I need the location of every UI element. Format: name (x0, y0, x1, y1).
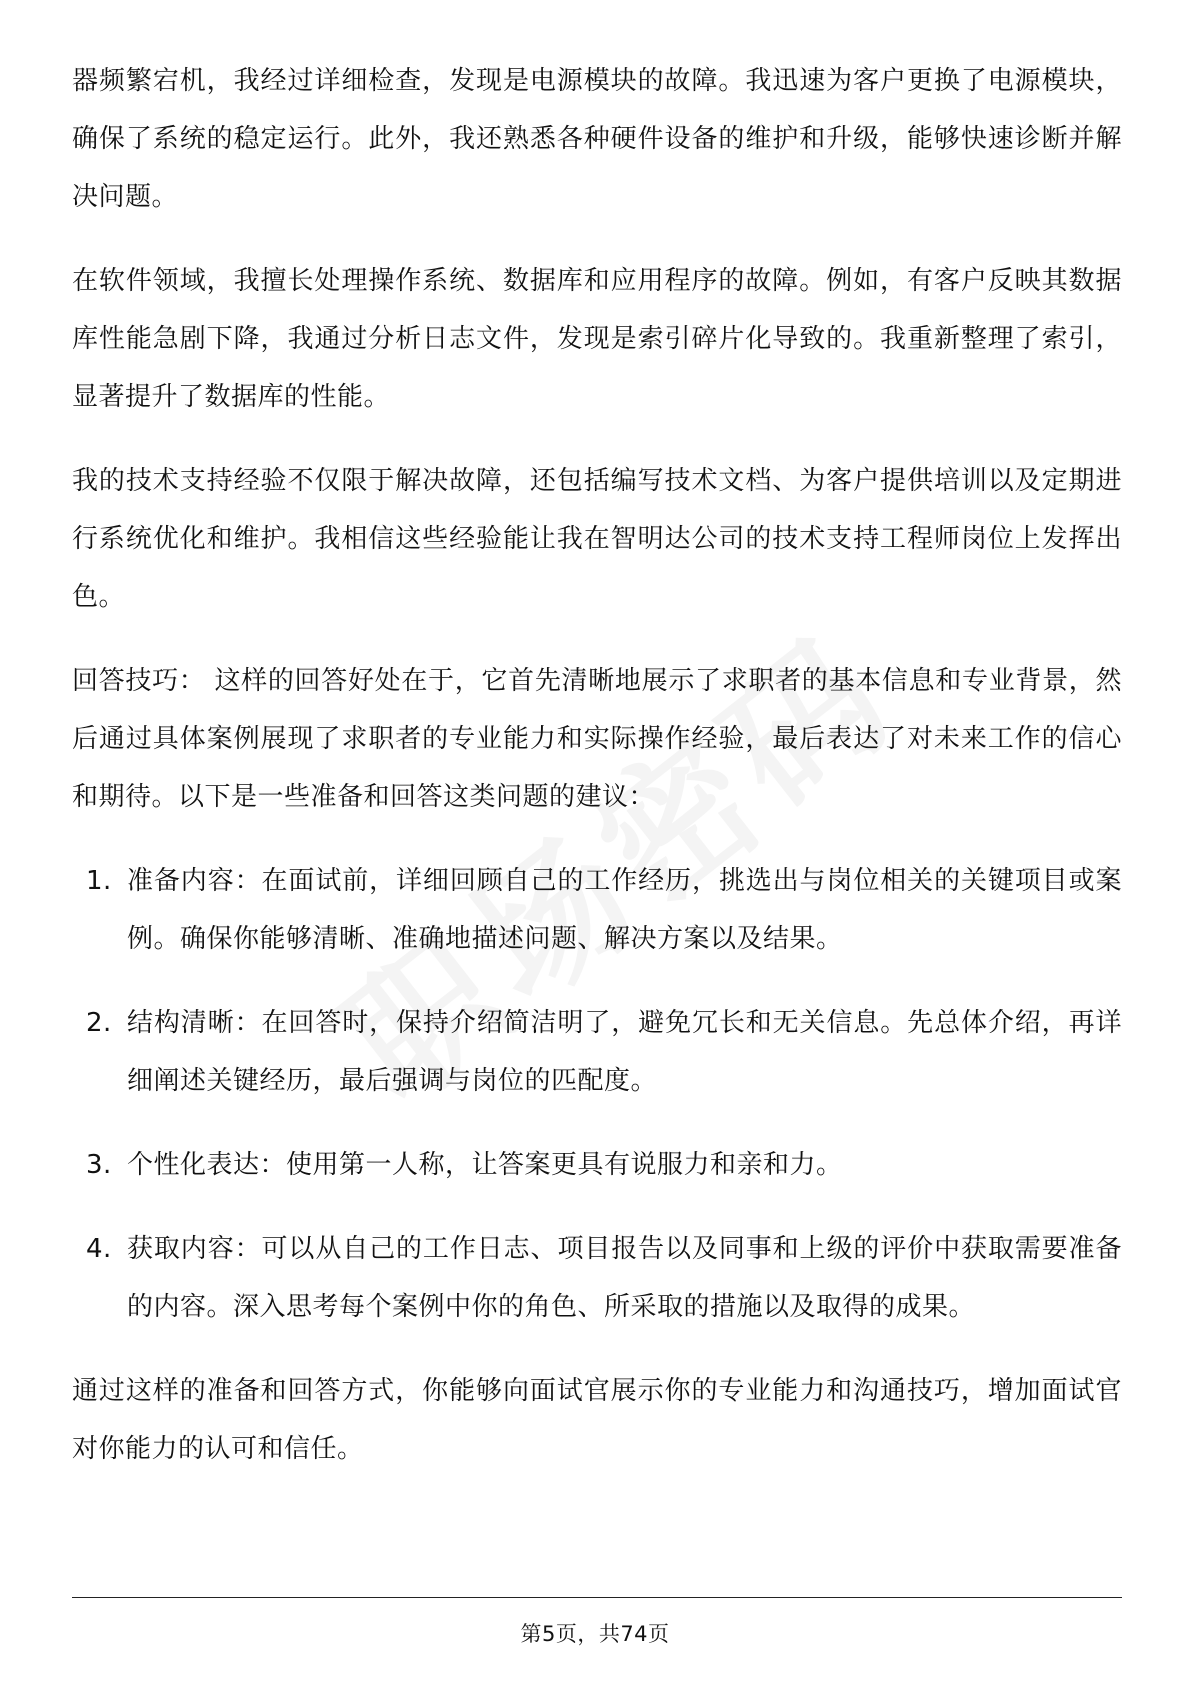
list-number: 3. (86, 1150, 112, 1180)
list-item (72, 994, 1122, 1110)
list-item-text: 获取内容：可以从自己的工作日志、项目报告以及同事和上级的评价中获取需要准备的内容。深入思考每个案例中你的角色、所采取的措施以及取得的成果。 (127, 1234, 1122, 1322)
list-item (72, 1220, 1122, 1336)
page-content (72, 52, 1122, 1504)
page-number: 第5页，共74页 (520, 1622, 670, 1646)
list-item-text: 结构清晰：在回答时，保持介绍简洁明了，避免冗长和无关信息。先总体介绍，再详细阐述关键经历，最后强调与岗位的匹配度。 (127, 1008, 1122, 1096)
paragraph-hardware: 器频繁宕机，我经过详细检查，发现是电源模块的故障。我迅速为客户更换了电源模块，确保了系统的稳定运行。此外，我还熟悉各种硬件设备的维护和升级，能够快速诊断并解决问题。 (72, 66, 1122, 212)
paragraph-closing: 通过这样的准备和回答方式，你能够向面试官展示你的专业能力和沟通技巧，增加面试官对你能力的认可和信任。 (72, 1376, 1122, 1464)
paragraph-experience: 我的技术支持经验不仅限于解决故障，还包括编写技术文档、为客户提供培训以及定期进行系统优化和维护。我相信这些经验能让我在智明达公司的技术支持工程师岗位上发挥出色。 (72, 466, 1122, 612)
list-item (72, 852, 1122, 968)
list-number: 4. (86, 1234, 112, 1264)
paragraph-software: 在软件领域，我擅长处理操作系统、数据库和应用程序的故障。例如，有客户反映其数据库性能急剧下降，我通过分析日志文件，发现是索引碎片化导致的。我重新整理了索引，显著提升了数据库的性能。 (72, 266, 1122, 412)
paragraph-answer-tips: 回答技巧： 这样的回答好处在于，它首先清晰地展示了求职者的基本信息和专业背景，然后通过具体案例展现了求职者的专业能力和实际操作经验，最后表达了对未来工作的信心和期待。以下是一些准备和回答这类问题的建议： (72, 666, 1122, 812)
list-item-text: 准备内容：在面试前，详细回顾自己的工作经历，挑选出与岗位相关的关键项目或案例。确保你能够清晰、准确地描述问题、解决方案以及结果。 (127, 866, 1122, 954)
list-item (72, 1136, 1122, 1194)
list-number: 1. (86, 866, 112, 896)
list-number: 2. (86, 1008, 112, 1038)
list-item-text: 个性化表达：使用第一人称，让答案更具有说服力和亲和力。 (127, 1150, 843, 1180)
footer-divider (72, 1597, 1122, 1598)
tips-list (72, 852, 1122, 1336)
